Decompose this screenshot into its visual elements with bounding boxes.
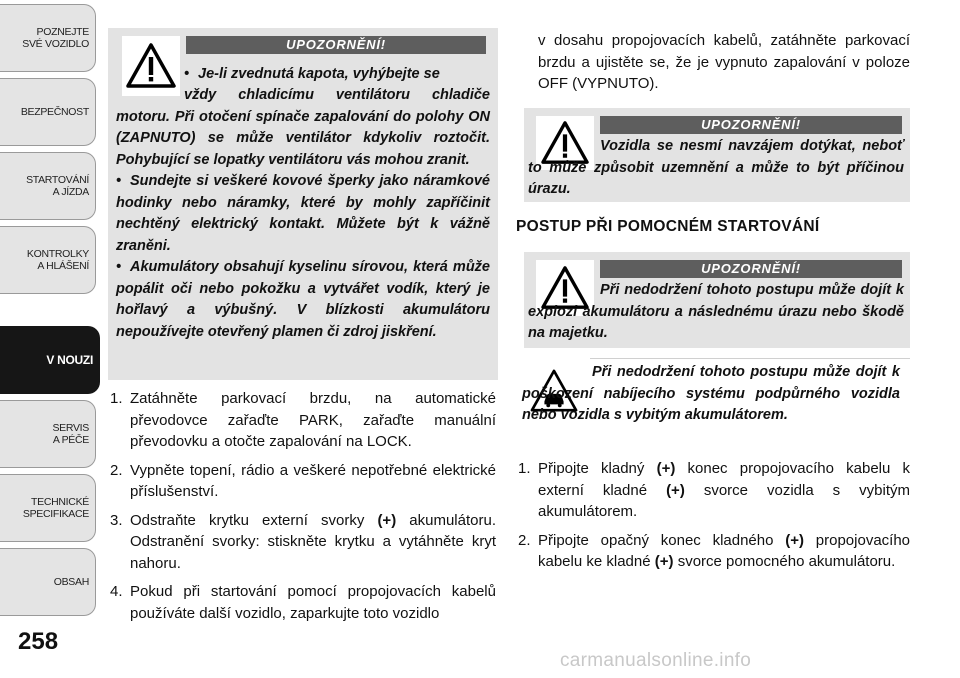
tab-startovani-a-jizda[interactable]: STARTOVÁNÍ A JÍZDA [0,152,96,220]
step-1-connect: 1. Připojte kladný (+) konec propojovacího kabelu k externí kladné (+) svorce vozidla s vybitým akumulátorem. [518,460,911,520]
warning-title: UPOZORNĚNÍ! [600,260,902,278]
warning-text-explosion: Při nedodržení tohoto postupu může dojít k explozi akumulátoru a následnému úrazu nebo škodě na majetku. [528,282,904,341]
tab-technicke-specifikace[interactable]: TECHNICKÉ SPECIFIKACE [0,474,96,542]
warning-text-left: vždy chladicímu ventilátoru chladiče motoru. Při otočení spínače zapalování do polohy ON (ZAPNUTO) se může ventilátor kdykoliv roztočit. Pohybující se lopatky ventilátoru vás mohou zranit. • Sundejte si veškeré kovové šperky jako náramkové hodinky nebo náramky, které by mohly zapříčinit nechtěný elektrický kontakt. Můžete být k vážně zraněni. • Akumulátory obsahují kyselinu sírovou, která může popálit oči nebo pokožku a vytvářet vodík, který je hořlavý a výbušný. V blízkosti akumulátoru nepoužívejte otevřený plamen či zdroj jiskření. [116,87,490,340]
warning-box-left [108,28,498,380]
steps-list-right [518,458,910,573]
step-4: 4. Pokud při startování pomocí propojovacích kabelů používáte další vozidlo, zaparkujte toto vozidlo [110,583,496,622]
warning-box-contact [524,108,910,202]
warning-text-contact: Vozidla se nesmí navzájem dotýkat, neboť to může způsobit uzemnění a může to být příčinou úrazu. [528,138,904,197]
step-1: 1. Zatáhněte parkovací brzdu, na automatické převodovce zařaďte PARK, zařaďte manuální převodovku a otočte zapalování na LOCK. [110,390,496,450]
page-number: 258 [18,628,59,655]
tab-kontrolky-a-hlaseni[interactable]: KONTROLKY A HLÁŠENÍ [0,226,96,294]
caution-text: Při nedodržení tohoto postupu může dojít k poškození nabíjecího systému podpůrného vozidla nebo vozidla s vybitým akumulátorem. [522,364,900,423]
watermark: carmanualsonline.info [560,650,752,671]
warning-title: UPOZORNĚNÍ! [186,36,486,54]
tab-servis-a-pece[interactable]: SERVIS A PÉČE [0,400,96,468]
steps-list-left [110,388,496,624]
section-heading: POSTUP PŘI POMOCNÉM STARTOVÁNÍ [516,218,820,235]
tab-v-nouzi[interactable]: V NOUZI [0,326,100,394]
warning-bullet-1-start: • Je-li zvednutá kapota, vyhýbejte se [184,66,440,82]
warning-box-explosion [524,252,910,348]
warning-title: UPOZORNĚNÍ! [600,116,902,134]
tab-obsah[interactable]: OBSAH [0,548,96,616]
step-2: 2. Vypněte topení, rádio a veškeré nepotřebné elektrické příslušenství. [110,461,496,500]
step-4-continuation: v dosahu propojovacích kabelů, zatáhněte parkovací brzdu a ujistěte se, že je vypnuto zapalování v poloze OFF (VYPNUTO). [538,32,910,92]
step-2-connect: 2. Připojte opačný konec kladného (+) propojovacího kabelu ke kladné (+) svorce pomocného akumulátoru. [518,531,911,570]
tab-bezpecnost[interactable]: BEZPEČNOST [0,78,96,146]
tab-poznejte-sve-vozidlo[interactable]: POZNEJTE SVÉ VOZIDLO [0,4,96,72]
step-3: 3. Odstraňte krytku externí svorky (+) akumulátoru. Odstranění svorky: stiskněte krytku a vytáhněte kryt nahoru. [110,511,496,572]
